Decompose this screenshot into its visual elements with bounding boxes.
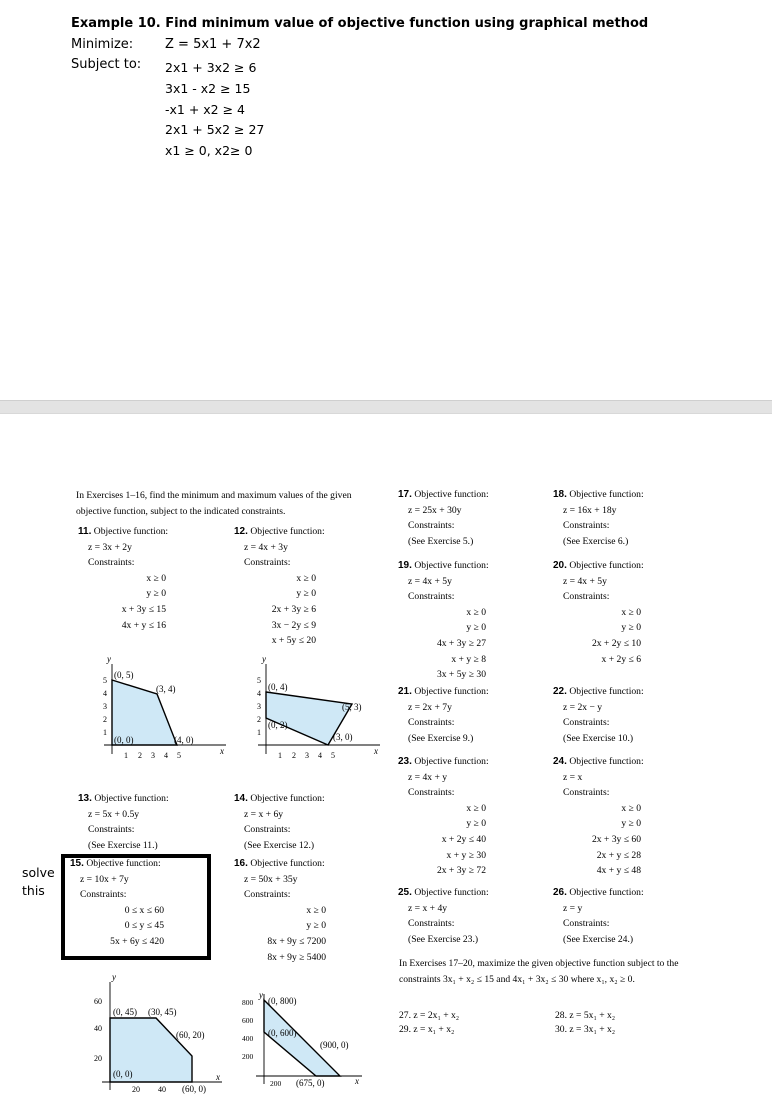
graph-exercise-16	[238, 988, 378, 1094]
point-label: (0, 800)	[268, 996, 297, 1006]
constraint: 2x + 3y ≥ 72	[436, 865, 486, 877]
example-title: Example 10. Find minimum value of objective function using graphical method	[71, 16, 649, 31]
exercise-21	[398, 684, 548, 746]
page-divider	[0, 400, 772, 414]
point-label: (4, 0)	[174, 735, 194, 745]
exercise-number: 17.	[398, 489, 412, 500]
constraint: x + 3y ≤ 15	[121, 603, 166, 615]
exercise-number: 16.	[234, 858, 248, 869]
tick-label: 2	[292, 751, 296, 760]
constraints-label: Constraints:	[88, 824, 135, 836]
constraints-label: Constraints:	[408, 520, 455, 532]
point-label: (0, 45)	[113, 1007, 137, 1017]
constraint: x ≥ 0	[621, 802, 641, 814]
constraint: x1 ≥ 0, x2≥ 0	[165, 143, 253, 159]
constraints-label: Constraints:	[408, 787, 455, 799]
point-label: (900, 0)	[320, 1040, 349, 1050]
point-label: (0, 0)	[114, 735, 134, 745]
constraint: y ≥ 0	[466, 622, 486, 634]
exercise-number: 26.	[553, 887, 567, 898]
constraint: x + 5y ≤ 20	[271, 635, 316, 647]
objective-function: z = 10x + 7y	[80, 873, 129, 885]
exercise-head: Objective function:	[414, 887, 489, 898]
objective-function: z = y	[563, 902, 583, 914]
constraint: x ≥ 0	[146, 572, 166, 584]
constraint: 0 ≤ x ≤ 60	[124, 904, 164, 916]
tick-label: 200	[270, 1079, 282, 1088]
exercise-head: Objective function:	[94, 793, 169, 804]
objective-function: z = 16x + 18y	[563, 504, 617, 516]
tick-label: 20	[94, 1054, 102, 1063]
constraints-label: Constraints:	[563, 918, 610, 930]
see-exercise: (See Exercise 12.)	[244, 839, 315, 851]
exercise-number: 19.	[398, 560, 412, 571]
tick-label: 2	[103, 715, 107, 724]
objective-function: z = x + 6y	[244, 808, 284, 820]
constraint: x + 2y ≤ 40	[441, 833, 486, 845]
constraints-label: Constraints:	[563, 520, 610, 532]
exercise-13	[78, 791, 218, 853]
tick-label: 40	[158, 1085, 166, 1094]
subject-label: Subject to:	[71, 57, 142, 72]
exercise-number: 14.	[234, 793, 248, 804]
annotation-line: solve	[22, 865, 55, 880]
constraints-label: Constraints:	[244, 557, 291, 569]
constraint: 4x + y ≤ 48	[596, 865, 641, 877]
tick-label: 4	[318, 751, 322, 760]
constraint: 4x + y ≤ 16	[121, 619, 166, 631]
tick-label: 1	[124, 751, 128, 760]
tick-label: 5	[177, 751, 181, 760]
exercise-head: Objective function:	[86, 858, 161, 869]
constraints-label: Constraints:	[563, 717, 610, 729]
constraint: x ≥ 0	[621, 606, 641, 618]
tick-label: 800	[242, 998, 254, 1007]
example-block	[71, 14, 648, 76]
exercise-head: Objective function:	[250, 526, 325, 537]
tick-label: 4	[257, 689, 261, 698]
point-label: (5, 3)	[342, 702, 362, 712]
objective-function: z = 4x + y	[408, 771, 448, 783]
objective-function: z = x + 4y	[408, 902, 448, 914]
tick-label: 3	[305, 751, 309, 760]
objective-function: z = 4x + 5y	[408, 575, 452, 587]
exercise-number: 23.	[398, 756, 412, 767]
constraint: x ≥ 0	[296, 572, 316, 584]
exercise-head: Objective function:	[250, 793, 325, 804]
exercise-head: Objective function:	[414, 560, 489, 571]
exercise-number: 21.	[398, 686, 412, 697]
exercise-head: Objective function:	[569, 686, 644, 697]
exercise-30: 30. z = 3x₁ + x₂	[555, 1024, 616, 1035]
constraint: 2x + 2y ≤ 10	[591, 637, 641, 649]
constraint: 8x + 9y ≥ 5400	[267, 951, 326, 963]
exercise-12	[234, 524, 374, 649]
example-constraints	[165, 58, 264, 162]
y-axis-label: y	[107, 654, 111, 664]
exercise-27: 27. z = 2x₁ + x₂	[399, 1010, 460, 1021]
constraint: 2x + y ≤ 28	[596, 849, 641, 861]
tick-label: 3	[257, 702, 261, 711]
objective-function: z = 2x − y	[563, 701, 603, 713]
objective-function: z = x	[563, 771, 583, 783]
exercise-number: 24.	[553, 756, 567, 767]
exercise-29: 29. z = x₁ + x₂	[399, 1024, 455, 1035]
exercise-head: Objective function:	[414, 489, 489, 500]
graph-exercise-11	[86, 654, 226, 776]
tick-label: 5	[103, 676, 107, 685]
constraint: y ≥ 0	[306, 920, 326, 932]
see-exercise: (See Exercise 11.)	[88, 839, 158, 851]
see-exercise: (See Exercise 6.)	[563, 535, 629, 547]
exercise-head: Objective function:	[250, 858, 325, 869]
exercise-head: Objective function:	[569, 756, 644, 767]
x-axis-label: x	[220, 746, 224, 756]
constraint: -x1 + x2 ≥ 4	[165, 101, 246, 117]
point-label: (60, 0)	[182, 1084, 206, 1094]
exercise-23	[398, 754, 548, 879]
tick-label: 40	[94, 1024, 102, 1033]
constraint: y ≥ 0	[621, 622, 641, 634]
constraint: 5x + 6y ≤ 420	[110, 935, 164, 947]
point-label: (30, 45)	[148, 1007, 177, 1017]
graph-exercise-12	[242, 654, 382, 776]
y-axis-label: y	[112, 972, 116, 982]
tick-label: 60	[94, 997, 102, 1006]
tick-label: 3	[103, 702, 107, 711]
intro-text: In Exercises 1–16, find the minimum and maximum values of the given objective function, subject to the indicated constraints.	[76, 490, 352, 517]
see-exercise: (See Exercise 5.)	[408, 535, 474, 547]
point-label: (0, 2)	[268, 720, 288, 730]
point-label: (60, 20)	[176, 1030, 205, 1040]
constraint: x + 2y ≤ 6	[601, 653, 641, 665]
objective: Z = 5x1 + 7x2	[165, 36, 261, 52]
tick-label: 600	[242, 1016, 254, 1025]
y-axis-label: y	[259, 990, 263, 1000]
tick-label: 2	[257, 715, 261, 724]
tick-label: 5	[331, 751, 335, 760]
objective-function: z = 25x + 30y	[408, 504, 462, 516]
constraint: x ≥ 0	[306, 904, 326, 916]
minimize-label: Minimize:	[71, 36, 134, 52]
constraint: x ≥ 0	[466, 802, 486, 814]
constraint: 2x1 + 5x2 ≥ 27	[165, 122, 265, 138]
intro-text-2: In Exercises 17–20, maximize the given objective function subject to the constraints 3x₁ + x₂ ≤ 15 and 4x₁ + 3x₂ ≤ 30 where x₁, x₂ ≥ 0.	[399, 958, 679, 985]
constraint: 2x + 3y ≥ 6	[271, 603, 316, 615]
objective-function: z = 50x + 35y	[244, 873, 298, 885]
point-label: (0, 4)	[268, 682, 288, 692]
exercise-19	[398, 558, 548, 683]
exercise-number: 15.	[70, 858, 84, 869]
exercise-25	[398, 885, 548, 947]
objective-function: z = 5x + 0.5y	[88, 808, 140, 820]
constraint: x + y ≥ 30	[446, 849, 486, 861]
see-exercise: (See Exercise 9.)	[408, 732, 474, 744]
constraints-label: Constraints:	[563, 591, 610, 603]
tick-label: 20	[132, 1085, 140, 1094]
exercise-number: 18.	[553, 489, 567, 500]
constraint: y ≥ 0	[466, 818, 486, 830]
exercise-head: Objective function:	[93, 526, 169, 537]
constraint: 2x + 3y ≤ 60	[591, 833, 641, 845]
exercise-number: 11.	[78, 526, 92, 537]
exercise-24	[553, 754, 703, 879]
constraint: 3x1 - x2 ≥ 15	[165, 80, 251, 96]
constraint: y ≥ 0	[621, 818, 641, 830]
x-axis-label: x	[216, 1072, 220, 1082]
constraint: 3x + 5y ≥ 30	[436, 669, 486, 681]
exercise-number: 20.	[553, 560, 567, 571]
exercise-head: Objective function:	[569, 560, 644, 571]
y-axis-label: y	[262, 654, 266, 664]
tick-label: 400	[242, 1034, 254, 1043]
exercise-head: Objective function:	[414, 686, 489, 697]
constraint: 2x1 + 3x2 ≥ 6	[165, 60, 257, 75]
constraint: 8x + 9y ≤ 7200	[267, 935, 326, 947]
tick-label: 2	[138, 751, 142, 760]
constraint: x + y ≥ 8	[451, 653, 486, 665]
exercise-28: 28. z = 5x₁ + x₂	[555, 1010, 616, 1021]
objective-function: z = 3x + 2y	[88, 541, 132, 553]
constraints-label: Constraints:	[408, 591, 455, 603]
see-exercise: (See Exercise 24.)	[563, 933, 634, 945]
point-label: (0, 600)	[268, 1028, 297, 1038]
constraints-label: Constraints:	[408, 717, 455, 729]
tick-label: 1	[257, 728, 261, 737]
exercise-head: Objective function:	[569, 887, 644, 898]
tick-label: 200	[242, 1052, 254, 1061]
constraints-label: Constraints:	[244, 889, 291, 901]
constraint: y ≥ 0	[146, 588, 166, 600]
point-label: (3, 4)	[156, 684, 176, 694]
point-label: (0, 0)	[113, 1069, 133, 1079]
constraint: 3x − 2y ≤ 9	[271, 619, 316, 631]
exercise-26	[553, 885, 703, 947]
constraints-label: Constraints:	[80, 889, 127, 901]
exercise-head: Objective function:	[414, 756, 489, 767]
constraint: 0 ≤ y ≤ 45	[124, 920, 164, 932]
exercise-14	[234, 791, 374, 853]
exercise-11	[78, 524, 218, 633]
constraints-label: Constraints:	[408, 918, 455, 930]
highlight-box	[61, 854, 211, 960]
x-axis-label: x	[374, 746, 378, 756]
annotation-line: this	[22, 883, 45, 898]
see-exercise: (See Exercise 23.)	[408, 933, 479, 945]
objective-function: z = 4x + 5y	[563, 575, 607, 587]
point-label: (3, 0)	[333, 732, 353, 742]
tick-label: 4	[103, 689, 107, 698]
constraints-label: Constraints:	[88, 557, 135, 569]
exercise-20	[553, 558, 703, 667]
objective-function: z = 2x + 7y	[408, 701, 452, 713]
solve-annotation	[22, 864, 55, 900]
point-label: (0, 5)	[114, 670, 134, 680]
constraints-label: Constraints:	[244, 824, 291, 836]
exercise-number: 12.	[234, 526, 248, 537]
constraints-label: Constraints:	[563, 787, 610, 799]
exercise-16	[234, 856, 374, 965]
constraint: x ≥ 0	[466, 606, 486, 618]
exercise-number: 13.	[78, 793, 92, 804]
exercise-17	[398, 487, 548, 549]
exercise-number: 22.	[553, 686, 567, 697]
see-exercise: (See Exercise 10.)	[563, 732, 634, 744]
exercise-number: 25.	[398, 887, 412, 898]
graph-exercise-15	[82, 972, 232, 1094]
exercise-18	[553, 487, 703, 549]
x-axis-label: x	[355, 1076, 359, 1086]
exercise-22	[553, 684, 703, 746]
tick-label: 5	[257, 676, 261, 685]
tick-label: 1	[103, 728, 107, 737]
constraint: y ≥ 0	[296, 588, 316, 600]
point-label: (675, 0)	[296, 1078, 325, 1088]
exercise-head: Objective function:	[569, 489, 644, 500]
tick-label: 4	[164, 751, 168, 760]
constraint: 4x + 3y ≥ 27	[436, 637, 486, 649]
tick-label: 1	[278, 751, 282, 760]
tick-label: 3	[151, 751, 155, 760]
objective-function: z = 4x + 3y	[244, 541, 288, 553]
